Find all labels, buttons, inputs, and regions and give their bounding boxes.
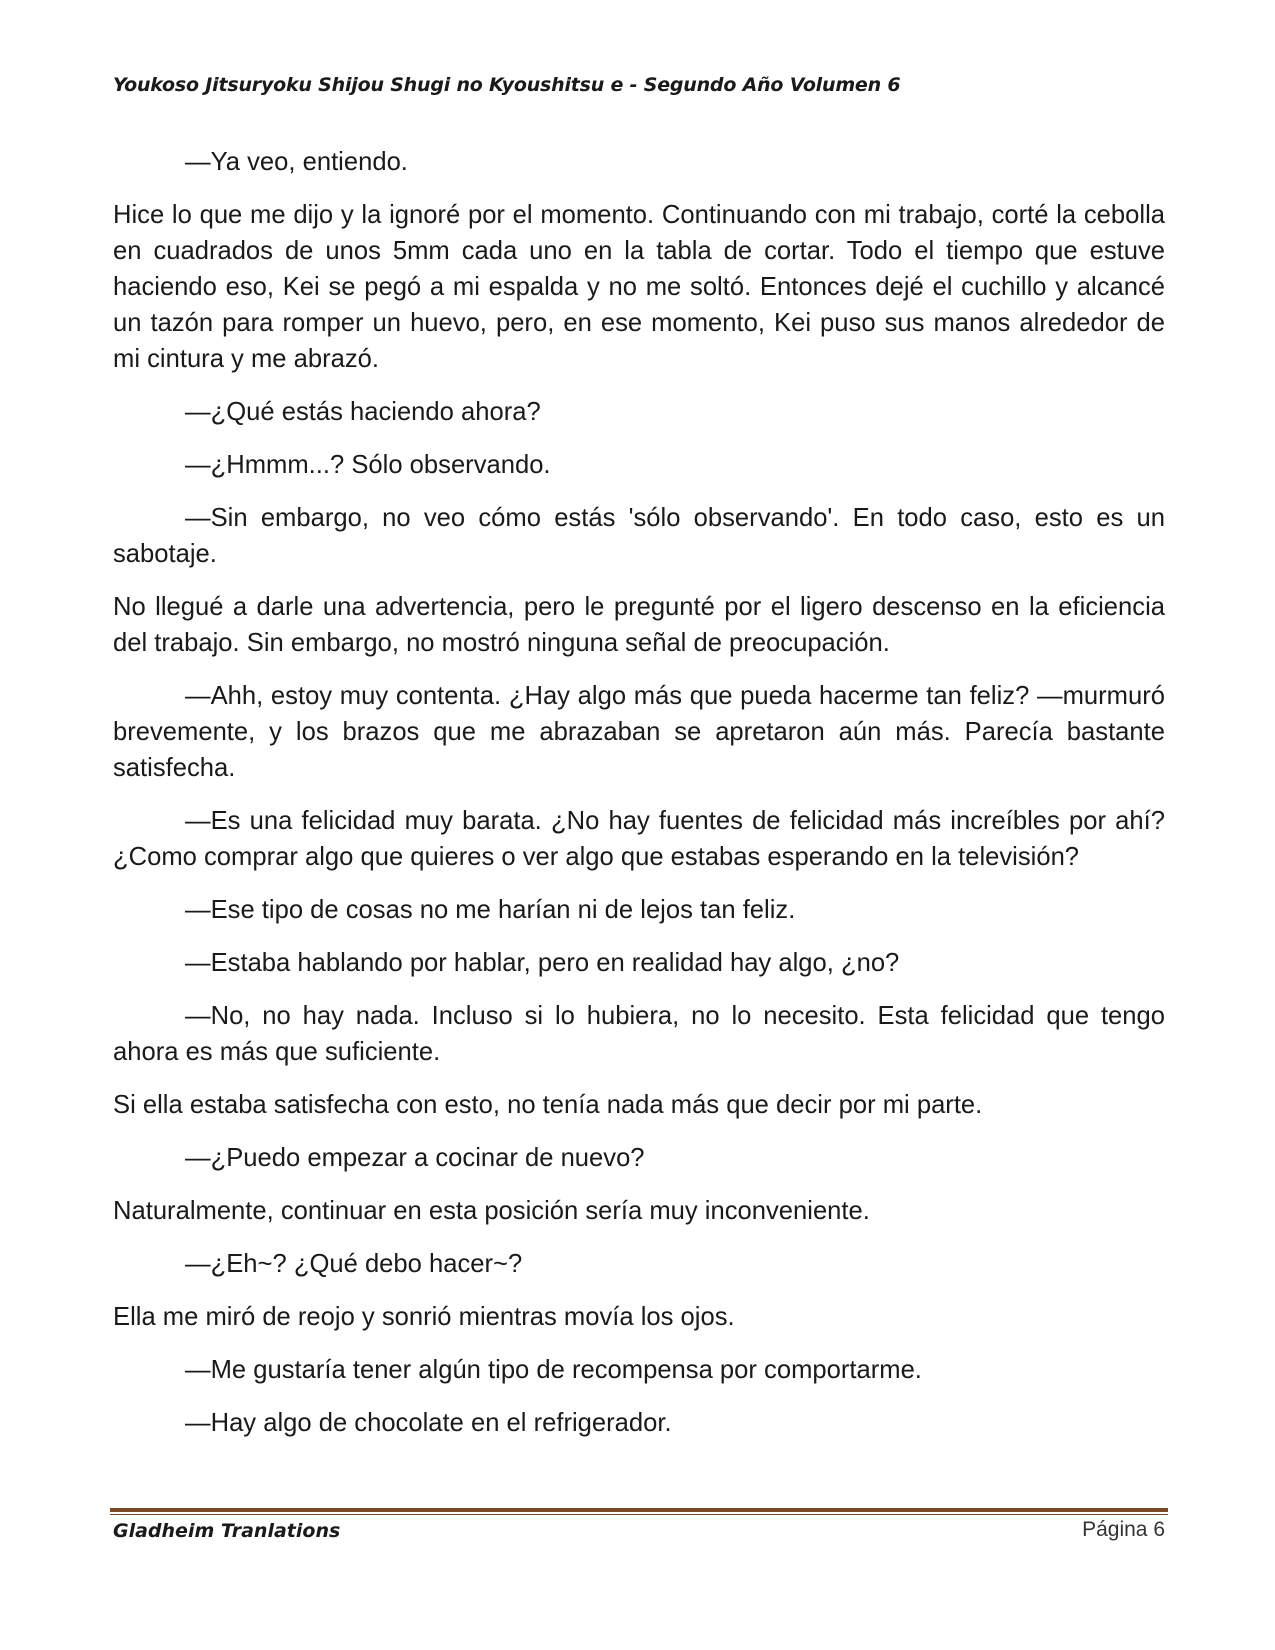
footer-divider-thick: [110, 1508, 1168, 1512]
page-number: Página 6: [1082, 1518, 1165, 1541]
body-text: [113, 144, 1165, 1458]
footer-translator: Gladheim Tranlations: [113, 1520, 341, 1542]
paragraph: —Ya veo, entiendo.: [185, 148, 408, 176]
paragraph: —Ahh, estoy muy contenta. ¿Hay algo más que pueda hacerme tan feliz? —murmuró brevemente, y los brazos que me abrazaban se apretaron aún más. Parecía bastante satisfecha.: [113, 682, 1165, 782]
paragraph: —¿Puedo empezar a cocinar de nuevo?: [185, 1144, 645, 1172]
header-title: Youkoso Jitsuryoku Shijou Shugi no Kyoushitsu e - Segundo Año Volumen 6: [113, 74, 901, 96]
paragraph: —Ese tipo de cosas no me harían ni de lejos tan feliz.: [185, 896, 796, 924]
paragraph: —¿Eh~? ¿Qué debo hacer~?: [185, 1250, 523, 1278]
paragraph: —Me gustaría tener algún tipo de recompensa por comportarme.: [185, 1356, 922, 1384]
paragraph: —¿Hmmm...? Sólo observando.: [185, 451, 551, 479]
paragraph: —¿Qué estás haciendo ahora?: [185, 398, 541, 426]
paragraph: Ella me miró de reojo y sonrió mientras movía los ojos.: [113, 1303, 735, 1331]
paragraph: —Es una felicidad muy barata. ¿No hay fuentes de felicidad más increíbles por ahí? ¿Como comprar algo que quieres o ver algo que estabas esperando en la televisión?: [113, 807, 1165, 871]
paragraph: Hice lo que me dijo y la ignoré por el momento. Continuando con mi trabajo, corté la cebolla en cuadrados de unos 5mm cada uno en la tabla de cortar. Todo el tiempo que estuve haciendo eso, Kei se pegó a mi espalda y no me soltó. Entonces dejé el cuchillo y alcancé un tazón para romper un huevo, pero, en ese momento, Kei puso sus manos alrededor de mi cintura y me abrazó.: [113, 201, 1165, 373]
footer-divider-thin: [110, 1514, 1168, 1515]
footer-divider: [110, 1508, 1168, 1514]
paragraph: —Estaba hablando por hablar, pero en realidad hay algo, ¿no?: [185, 949, 900, 977]
paragraph: —Hay algo de chocolate en el refrigerador.: [185, 1409, 672, 1437]
paragraph: Naturalmente, continuar en esta posición sería muy inconveniente.: [113, 1197, 870, 1225]
paragraph: —Sin embargo, no veo cómo estás 'sólo observando'. En todo caso, esto es un sabotaje.: [113, 504, 1165, 568]
paragraph: —No, no hay nada. Incluso si lo hubiera, no lo necesito. Esta felicidad que tengo ahora es más que suficiente.: [113, 1002, 1165, 1066]
paragraph: Si ella estaba satisfecha con esto, no tenía nada más que decir por mi parte.: [113, 1091, 983, 1119]
paragraph: No llegué a darle una advertencia, pero le pregunté por el ligero descenso en la eficiencia del trabajo. Sin embargo, no mostró ninguna señal de preocupación.: [113, 593, 1165, 657]
